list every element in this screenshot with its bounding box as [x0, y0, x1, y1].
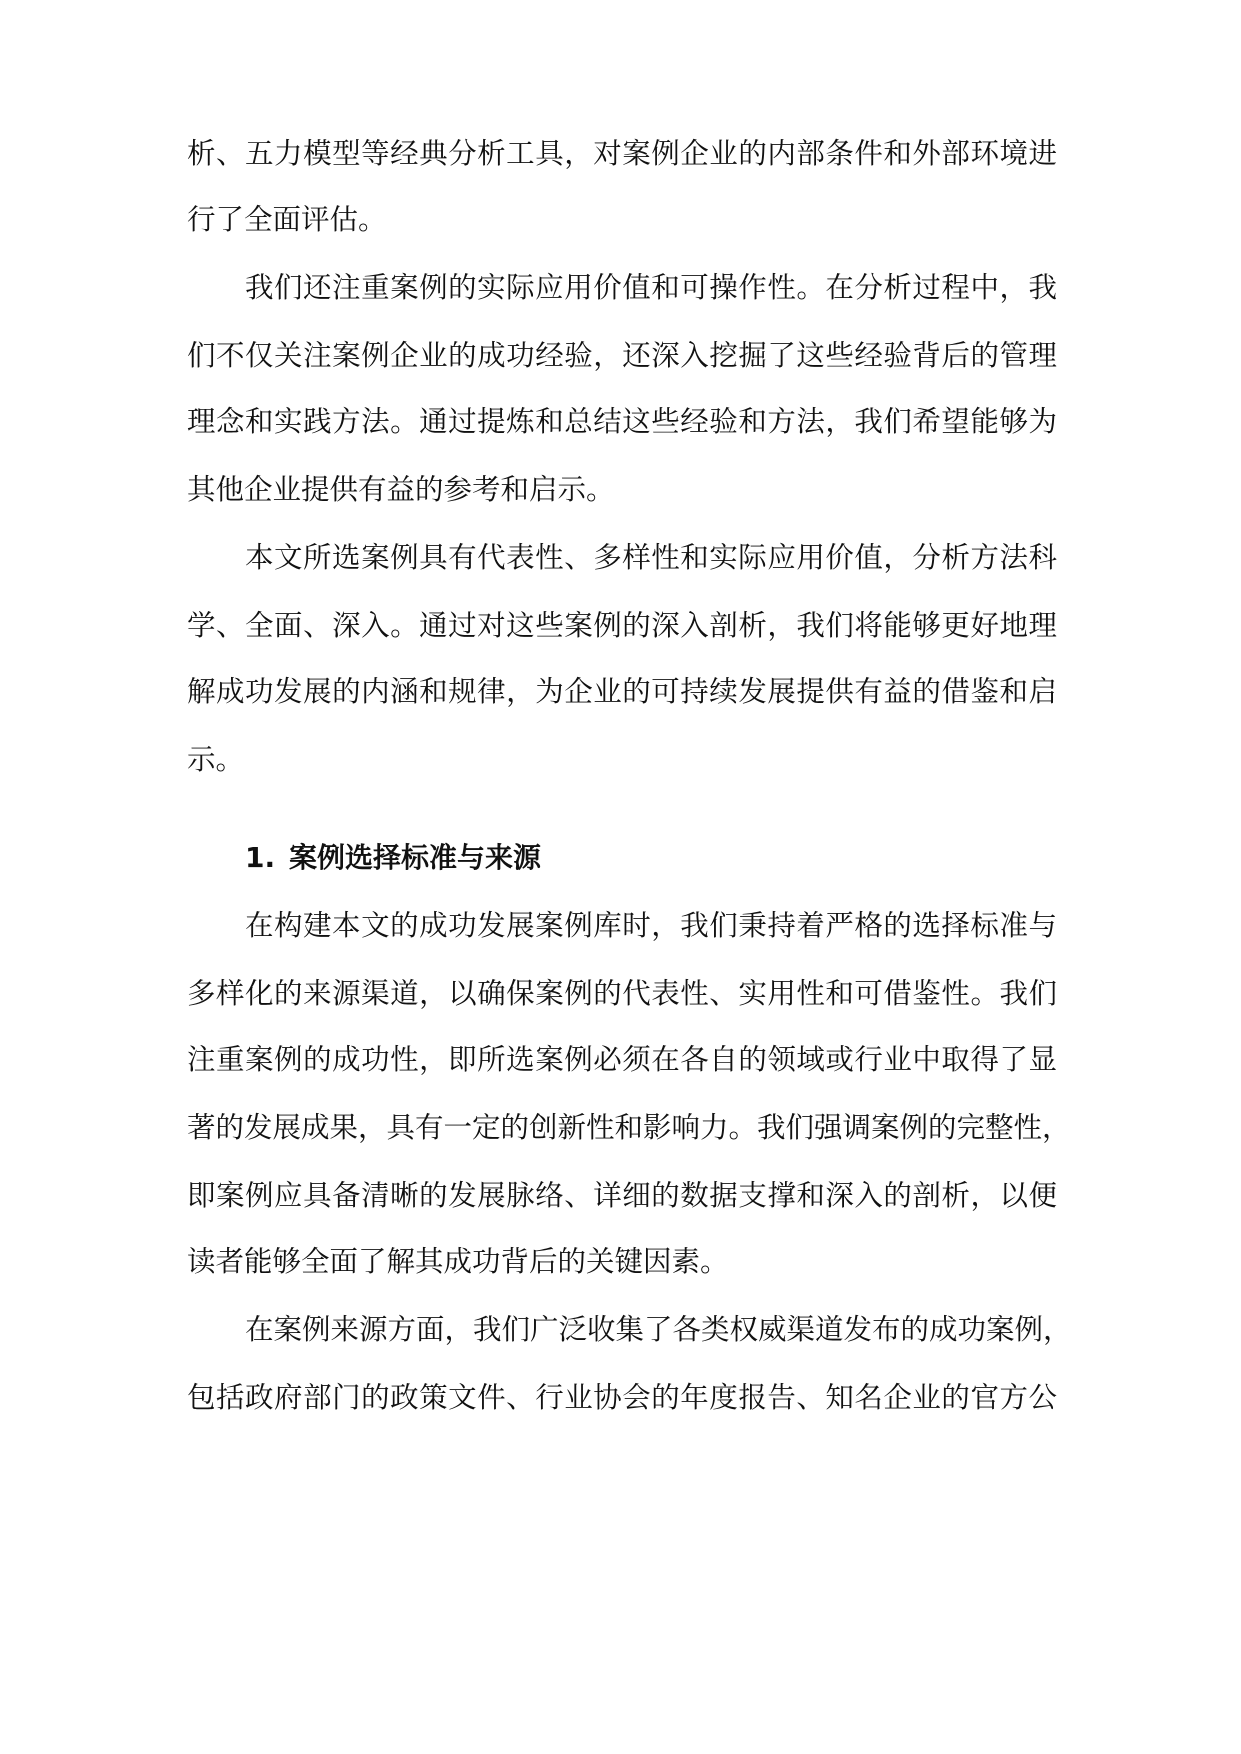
paragraph-1-line-1: 析、五力模型等经典分析工具，对案例企业的内部条件和外部环境进 — [187, 137, 1057, 170]
paragraph-2-line-4: 其他企业提供有益的参考和启示。 — [187, 473, 615, 506]
section-paragraph-1-line-6: 读者能够全面了解其成功背后的关键因素。 — [187, 1245, 729, 1278]
paragraph-1-line-2: 行了全面评估。 — [187, 203, 387, 236]
paragraph-3-line-1: 本文所选案例具有代表性、多样性和实际应用价值，分析方法科 — [245, 541, 1057, 574]
paragraph-2-line-3: 理念和实践方法。通过提炼和总结这些经验和方法，我们希望能够为 — [187, 405, 1057, 438]
section-paragraph-1-line-1: 在构建本文的成功发展案例库时，我们秉持着严格的选择标准与 — [245, 909, 1057, 942]
section-paragraph-1-line-3: 注重案例的成功性，即所选案例必须在各自的领域或行业中取得了显 — [187, 1043, 1057, 1076]
section-paragraph-2-line-2: 包括政府部门的政策文件、行业协会的年度报告、知名企业的官方公 — [187, 1381, 1057, 1414]
paragraph-3-line-3: 解成功发展的内涵和规律，为企业的可持续发展提供有益的借鉴和启 — [187, 675, 1057, 708]
paragraph-3-line-2: 学、全面、深入。通过对这些案例的深入剖析，我们将能够更好地理 — [187, 609, 1057, 642]
paragraph-2-line-1: 我们还注重案例的实际应用价值和可操作性。在分析过程中，我 — [245, 271, 1057, 304]
paragraph-3-line-4: 示。 — [187, 743, 245, 776]
section-heading — [245, 834, 541, 882]
section-paragraph-1-line-4: 著的发展成果，具有一定的创新性和影响力。我们强调案例的完整性， — [187, 1111, 1071, 1144]
section-paragraph-2-line-1: 在案例来源方面，我们广泛收集了各类权威渠道发布的成功案例， — [245, 1313, 1072, 1346]
section-number: 1. — [245, 841, 276, 874]
section-paragraph-1-line-2: 多样化的来源渠道，以确保案例的代表性、实用性和可借鉴性。我们 — [187, 977, 1057, 1010]
paragraph-2-line-2: 们不仅关注案例企业的成功经验，还深入挖掘了这些经验背后的管理 — [187, 339, 1057, 372]
section-title: 案例选择标准与来源 — [289, 841, 542, 874]
section-paragraph-1-line-5: 即案例应具备清晰的发展脉络、详细的数据支撑和深入的剖析，以便 — [187, 1179, 1057, 1212]
